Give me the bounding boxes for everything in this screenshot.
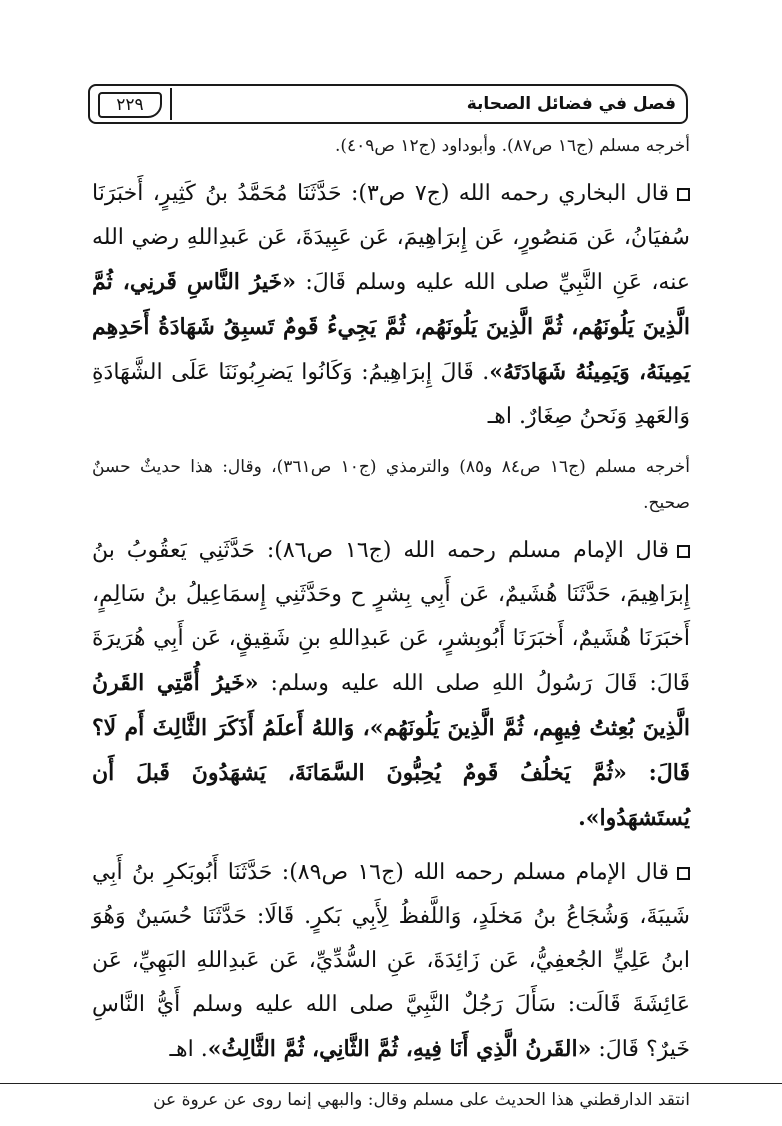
header-divider xyxy=(170,88,172,120)
page-body xyxy=(92,128,690,1126)
section-box-icon xyxy=(677,188,690,201)
footnote-takhrij xyxy=(92,449,690,521)
hadith-outro: ، وَاللهُ أَعلَمُ أَذَكَرَ الثَّالِثَ أَم لَا؟ قَالَ: «ثُمَّ يَخلُفُ قَومٌ يُحِبُّونَ السَّمَانَةَ، يَشهَدُونَ قَبلَ أَن يُستَشهَدُوا». xyxy=(92,715,690,831)
hadith-outro: . اهـ xyxy=(169,1037,208,1062)
hadith-isnad: قال الإمام مسلم رحمه الله (ج١٦ ص٨٦): حَدَّثَنِي يَعقُوبُ بنُ إِبرَاهِيمَ، حَدَّثَنَا هُشَيمٌ، عَن أَبِي بِشرٍ ح وحَدَّثَنِي إِسمَاعِيلُ بنُ سَالِمٍ، أَخبَرَنَا هُشَيمٌ، أَخبَرَنَا أَبُوبِشرٍ، عَن عَبدِاللهِ بنِ شَقِيقٍ، عَن أَبِي هُرَيرَةَ قَالَ: قَالَ رَسُولُ اللهِ صلى الله عليه وسلم: xyxy=(92,538,690,696)
hadith-paragraph xyxy=(92,172,690,439)
footer-rule xyxy=(0,1083,782,1084)
footnote-takhrij xyxy=(92,128,690,164)
section-box-icon xyxy=(677,867,690,880)
page-number: ٢٢٩ xyxy=(98,92,162,118)
hadith-matn: «خَيرُ النَّاسِ قَرنِي، ثُمَّ الَّذِينَ يَلُونَهُم، ثُمَّ الَّذِينَ يَلُونَهُم، ثُمَّ يَجِيءُ قَومٌ تَسبِقُ شَهَادَةُ أَحَدِهِم يَمِينَهُ، وَيَمِينُهُ شَهَادَتَهُ» xyxy=(92,269,690,385)
section-box-icon xyxy=(677,545,690,558)
note-text: أخرجه مسلم (ج١٦ ص٨٧). وأبوداود (ج١٢ ص٤٠٩). xyxy=(334,136,690,156)
note-text: أخرجه مسلم (ج١٦ ص٨٤ و٨٥) والترمذي (ج١٠ ص٣٦١)، وقال: هذا حديثٌ حسنٌ صحيح. xyxy=(92,457,690,513)
note-text: انتقد الدارقطني هذا الحديث على مسلم وقال: والبهي إنما روى عن عروة عن xyxy=(153,1090,690,1110)
hadith-isnad: قال الإمام مسلم رحمه الله (ج١٦ ص٨٩): حَدَّثَنَا أَبُوبَكرِ بنُ أَبِي شَيبَةَ، وَشُجَاعُ بنُ مَخلَدٍ، وَاللَّفظُ لِأَبِي بَكرٍ. قَالَا: حَدَّثَنَا حُسَينٌ وَهُوَ ابنُ عَلِيٍّ الجُعفِيُّ، عَن زَائِدَةَ، عَنِ السُّدِّيِّ، عَن عَبدِاللهِ البَهِيِّ، عَن عَائِشَةَ قَالَت: سَأَلَ رَجُلٌ النَّبِيَّ صلى الله عليه وسلم أَيُّ النَّاسِ خَيرٌ؟ قَالَ: xyxy=(92,860,690,1062)
hadith-paragraph xyxy=(92,851,690,1072)
footnote-critique xyxy=(92,1082,690,1118)
hadith-paragraph xyxy=(92,529,690,841)
hadith-matn: «القَرنُ الَّذِي أَنَا فِيهِ، ثُمَّ الثَّانِي، ثُمَّ الثَّالِثُ» xyxy=(207,1036,592,1062)
hadith-isnad: قال البخاري رحمه الله (ج٧ ص٣): حَدَّثَنَا مُحَمَّدُ بنُ كَثِيرٍ، أَخبَرَنَا سُفيَانُ، عَن مَنصُورٍ، عَن إِبرَاهِيمَ، عَن عَبِيدَةَ، عَن عَبدِاللهِ رضي الله عنه، عَنِ النَّبِيِّ صلى الله عليه وسلم قَالَ: xyxy=(92,181,690,295)
hadith-outro: . قَالَ إِبرَاهِيمُ: وَكَانُوا يَضرِبُونَنَا عَلَى الشَّهَادَةِ وَالعَهدِ وَنَحنُ صِغَارٌ. اهـ xyxy=(92,360,690,429)
running-title: فصل في فضائل الصحابة xyxy=(466,94,676,114)
hadith-matn: «خَيرُ أُمَّتِي القَرنُ الَّذِينَ بُعِثتُ فِيهِم، ثُمَّ الَّذِينَ يَلُونَهُم» xyxy=(92,670,690,741)
running-header xyxy=(88,84,688,124)
